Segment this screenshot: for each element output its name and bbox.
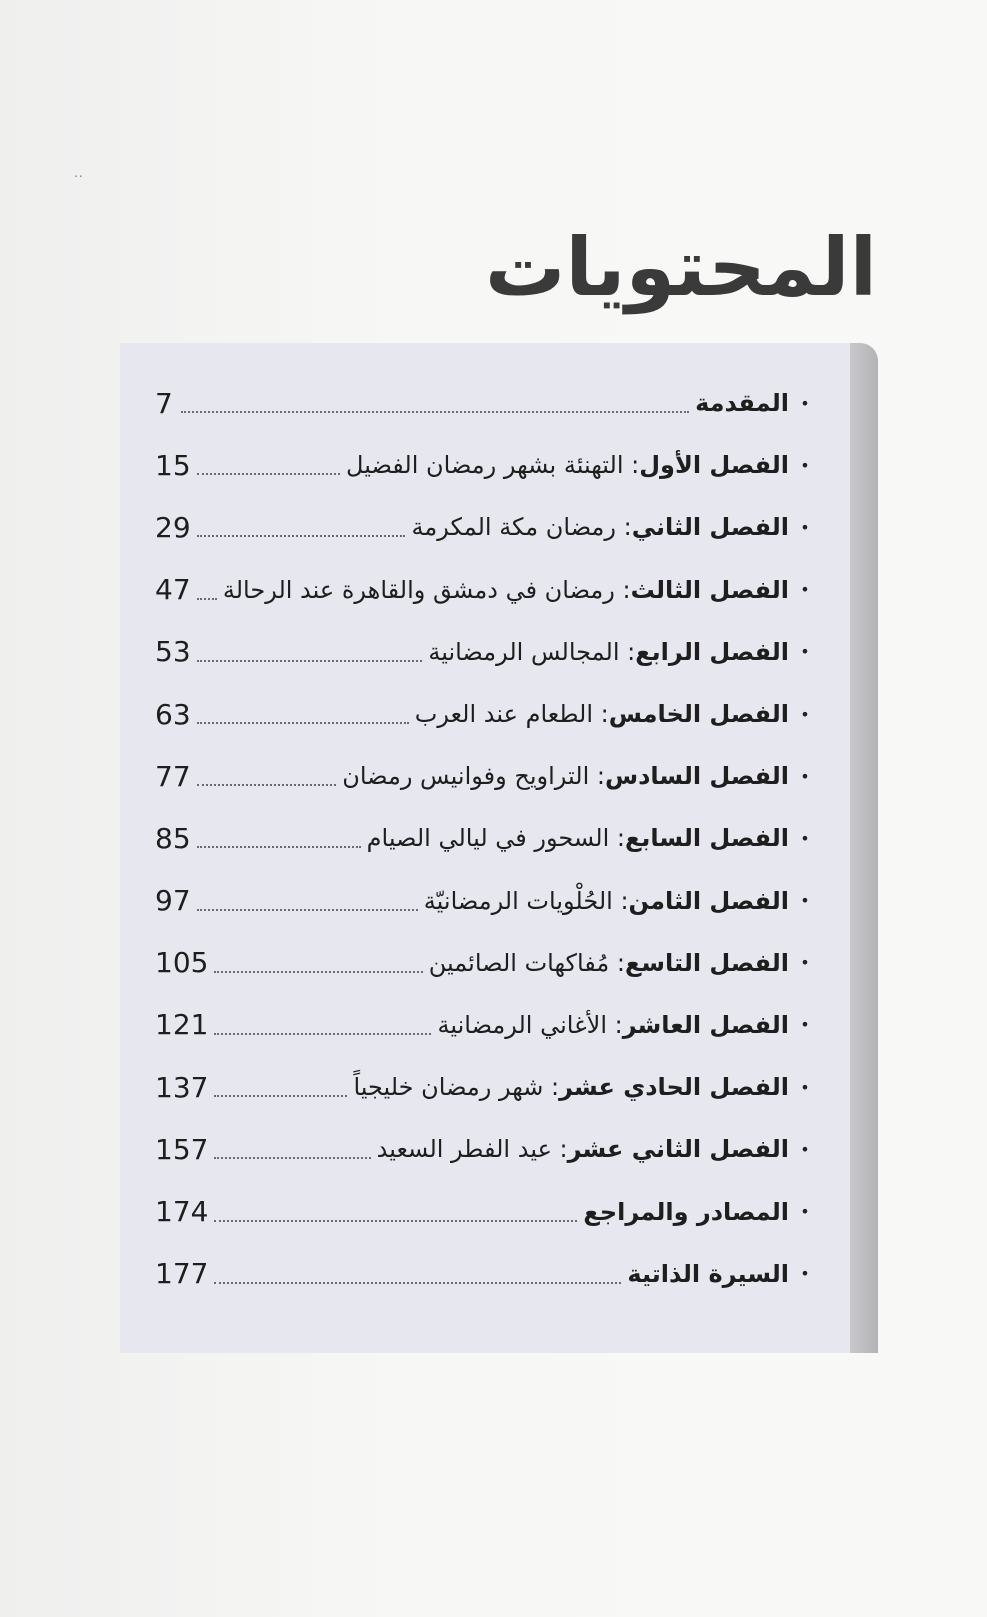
chapter-separator: : <box>612 886 629 915</box>
chapter-label: الفصل الخامس <box>608 700 789 729</box>
chapter-separator: : <box>616 513 632 542</box>
bullet-icon: • <box>800 891 810 911</box>
chapter-label: الفصل السادس <box>604 762 789 791</box>
chapter-separator: : <box>593 700 609 729</box>
chapter-subtitle: التهنئة بشهر رمضان الفضيل <box>346 451 624 480</box>
chapter-separator: : <box>619 637 636 666</box>
dot-leader <box>197 473 340 475</box>
bullet-icon: • <box>800 1264 810 1284</box>
page-number: 47 <box>155 573 191 607</box>
dot-leader <box>214 1033 431 1035</box>
chapter-subtitle: عيد الفطر السعيد <box>376 1135 552 1164</box>
chapter-label: الفصل الثامن <box>628 886 789 915</box>
toc-entry <box>342 762 795 790</box>
bullet-icon: • <box>800 1139 810 1159</box>
dot-leader <box>197 784 337 786</box>
toc-row[interactable] <box>155 745 815 807</box>
toc-entry <box>353 1073 795 1101</box>
page-number: 105 <box>155 946 209 980</box>
toc-entry <box>223 576 795 604</box>
page-number: 157 <box>155 1132 209 1166</box>
bullet-icon: • <box>800 517 810 537</box>
dot-leader <box>197 846 361 848</box>
dot-leader <box>181 411 689 413</box>
page-number: 7 <box>155 386 173 420</box>
toc-entry <box>346 451 795 479</box>
toc-row[interactable] <box>155 559 815 621</box>
chapter-label: الفصل الثاني <box>631 513 789 542</box>
chapter-separator: : <box>589 762 605 791</box>
page-number: 121 <box>155 1008 209 1042</box>
chapter-subtitle: مُفاكهات الصائمين <box>428 948 610 977</box>
dot-leader <box>214 1157 370 1159</box>
chapter-label: الفصل التاسع <box>625 948 789 977</box>
toc-entry <box>437 1011 795 1039</box>
chapter-subtitle: رمضان في دمشق والقاهرة عند الرحالة <box>222 575 615 604</box>
dot-leader <box>214 1220 577 1222</box>
toc-row[interactable] <box>155 807 815 869</box>
chapter-label: الفصل الحادي عشر <box>559 1073 789 1102</box>
dot-leader <box>214 1282 621 1284</box>
bullet-icon: • <box>800 1202 810 1222</box>
corner-mark: .. <box>74 166 84 180</box>
chapter-subtitle: شهر رمضان خليجياً <box>353 1073 544 1102</box>
toc-row[interactable] <box>155 994 815 1056</box>
toc-row[interactable] <box>155 1118 815 1180</box>
page-number: 53 <box>155 635 191 669</box>
chapter-subtitle: التراويح وفوانيس رمضان <box>342 762 590 791</box>
chapter-label: الفصل السابع <box>624 824 789 853</box>
toc-entry <box>429 949 795 977</box>
bullet-icon: • <box>800 642 810 662</box>
toc-row[interactable] <box>155 683 815 745</box>
chapter-label: الفصل الأول <box>639 451 789 480</box>
bullet-icon: • <box>800 766 810 786</box>
page-number: 77 <box>155 759 191 793</box>
chapter-separator: : <box>623 451 640 480</box>
chapter-label: الفصل الثالث <box>630 575 789 604</box>
toc-row[interactable] <box>155 1180 815 1242</box>
panel-edge <box>850 343 878 1353</box>
chapter-subtitle: الطعام عند العرب <box>414 700 593 729</box>
dot-leader <box>214 971 422 973</box>
chapter-separator: : <box>551 1135 568 1164</box>
bullet-icon: • <box>800 1077 810 1097</box>
toc-row[interactable] <box>155 1056 815 1118</box>
table-of-contents <box>155 372 815 1305</box>
bullet-icon: • <box>800 1015 810 1035</box>
chapter-label: الفصل العاشر <box>622 1010 789 1039</box>
chapter-label: الفصل الثاني عشر <box>567 1135 789 1164</box>
toc-row[interactable] <box>155 496 815 558</box>
page-number: 15 <box>155 448 191 482</box>
toc-row[interactable] <box>155 434 815 496</box>
toc-entry <box>367 824 795 852</box>
chapter-label: السيرة الذاتية <box>627 1259 789 1288</box>
chapter-subtitle: السحور في ليالي الصيام <box>366 824 610 853</box>
bullet-icon: • <box>800 828 810 848</box>
toc-entry <box>377 1135 795 1163</box>
chapter-subtitle: المجالس الرمضانية <box>428 637 620 666</box>
bullet-icon: • <box>800 580 810 600</box>
bullet-icon: • <box>800 953 810 973</box>
dot-leader <box>197 722 409 724</box>
page-number: 29 <box>155 510 191 544</box>
toc-row[interactable] <box>155 621 815 683</box>
chapter-subtitle: الحُلْويات الرمضانيّة <box>423 886 613 915</box>
page-number: 137 <box>155 1070 209 1104</box>
toc-entry <box>583 1198 795 1226</box>
dot-leader <box>197 598 217 600</box>
page-number: 97 <box>155 884 191 918</box>
toc-entry <box>424 887 795 915</box>
toc-entry <box>411 513 795 541</box>
toc-row[interactable] <box>155 932 815 994</box>
chapter-label: المقدمة <box>695 389 789 418</box>
page-title: المحتويات <box>484 221 877 314</box>
toc-entry <box>627 1260 795 1288</box>
dot-leader <box>197 909 418 911</box>
dot-leader <box>197 660 423 662</box>
page-number: 85 <box>155 821 191 855</box>
toc-row[interactable] <box>155 1243 815 1305</box>
chapter-label: الفصل الرابع <box>635 637 789 666</box>
bullet-icon: • <box>800 393 810 413</box>
chapter-subtitle: الأغاني الرمضانية <box>437 1010 608 1039</box>
chapter-separator: : <box>543 1073 560 1102</box>
page-number: 177 <box>155 1257 209 1291</box>
page-number: 63 <box>155 697 191 731</box>
bullet-icon: • <box>800 455 810 475</box>
chapter-subtitle: رمضان مكة المكرمة <box>411 513 616 542</box>
chapter-separator: : <box>614 575 631 604</box>
chapter-label: المصادر والمراجع <box>583 1197 789 1226</box>
page-number: 174 <box>155 1195 209 1229</box>
toc-row[interactable] <box>155 870 815 932</box>
bullet-icon: • <box>800 704 810 724</box>
toc-entry <box>695 389 795 417</box>
chapter-separator: : <box>609 948 626 977</box>
chapter-separator: : <box>607 1010 623 1039</box>
toc-entry <box>428 638 795 666</box>
dot-leader <box>214 1095 347 1097</box>
chapter-separator: : <box>609 824 625 853</box>
dot-leader <box>197 535 406 537</box>
toc-entry <box>415 700 795 728</box>
toc-row[interactable] <box>155 372 815 434</box>
